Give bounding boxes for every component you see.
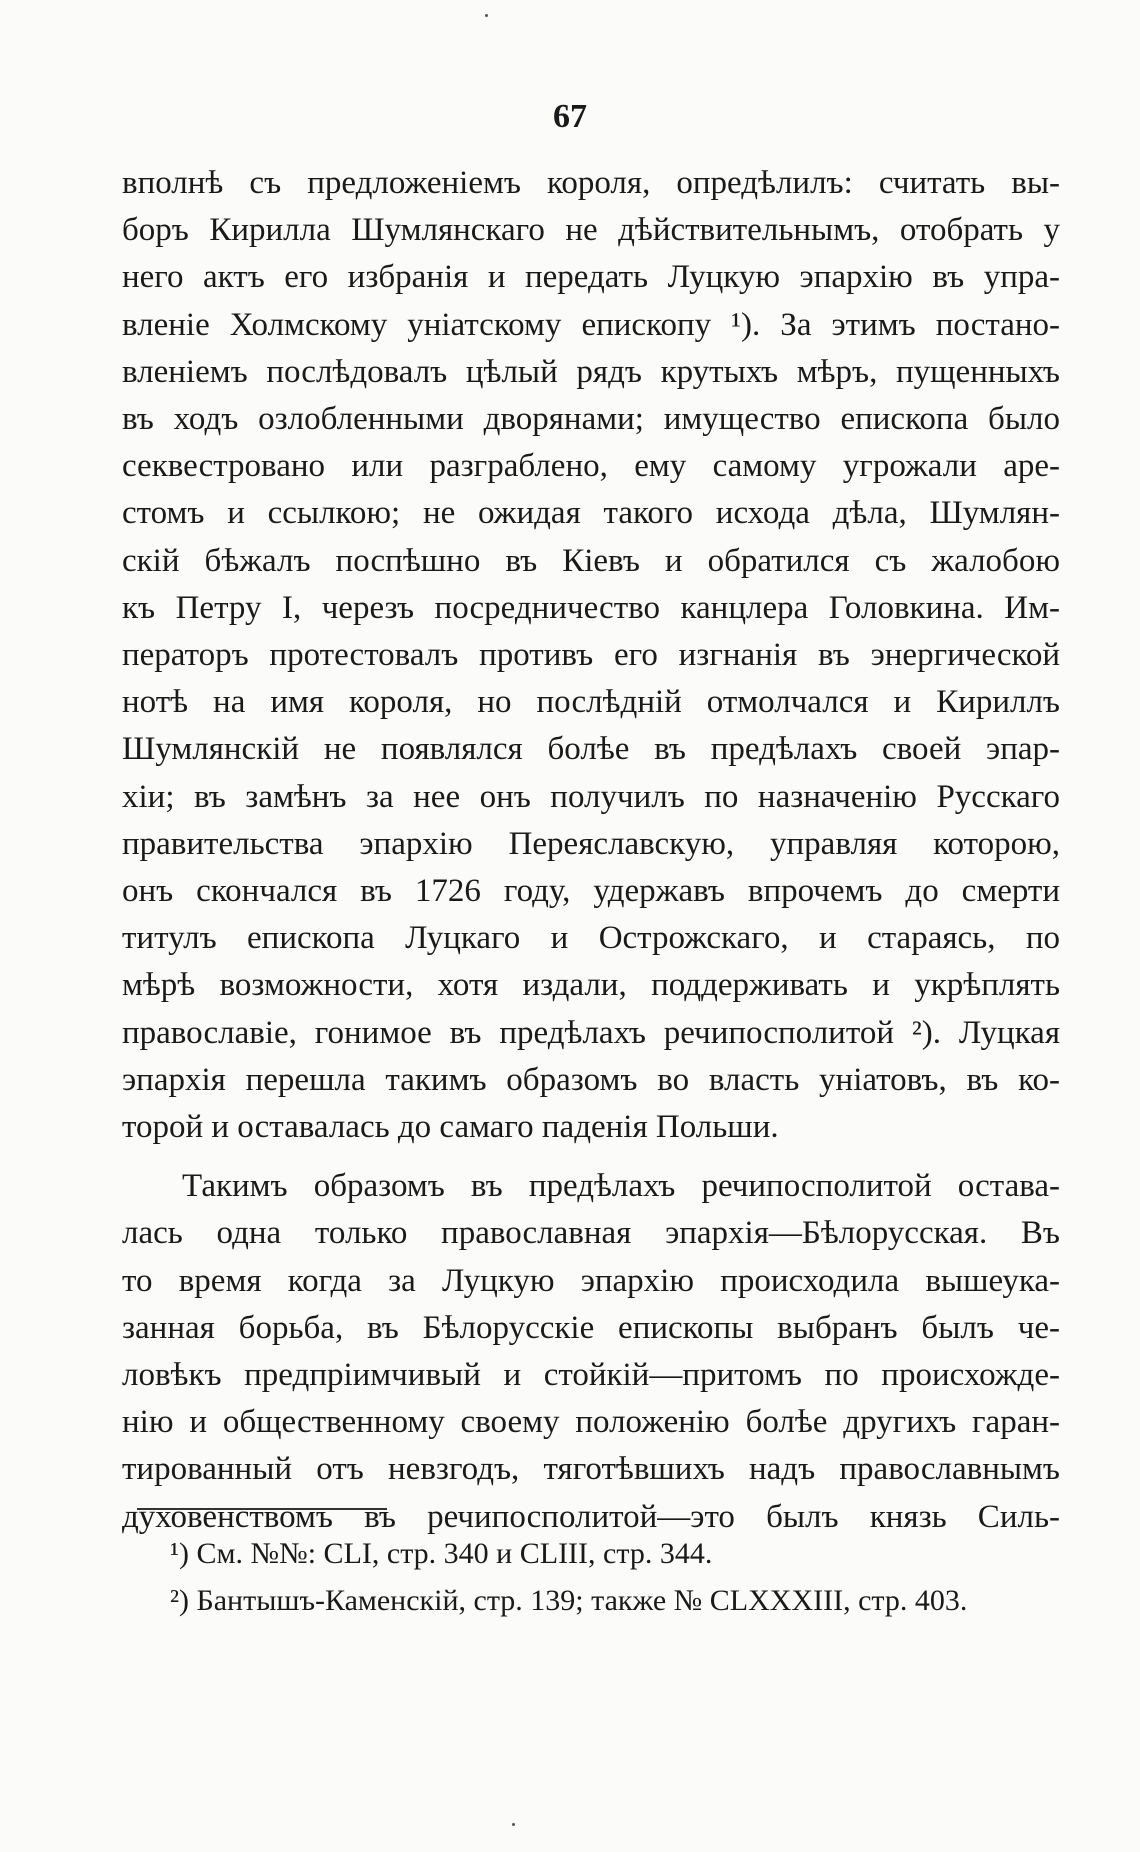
text-line: скій бѣжалъ поспѣшно въ Кіевъ и обратился съ жалобою — [122, 542, 1060, 579]
text-line: духовенствомъ въ речипосполитой—это былъ князь Силь- — [122, 1498, 1060, 1535]
text-line: вленіе Холмскому уніатскому епископу ¹). За этимъ постано- — [122, 306, 1060, 343]
text-line: занная борьба, въ Бѣлорусскіе епископы выбранъ былъ че- — [122, 1309, 1060, 1346]
footnotes — [170, 1530, 1090, 1624]
text-line: торой и оставалась до самаго паденія Польши. — [122, 1109, 779, 1146]
text-line: секвестровано или разграблено, ему самому угрожали аре- — [122, 448, 1060, 485]
text-line: Такимъ образомъ въ предѣлахъ речипосполитой остава- — [182, 1168, 1060, 1205]
text-line: Шумлянскій не появлялся болѣе въ предѣлахъ своей эпар- — [122, 731, 1060, 768]
text-line: то время когда за Луцкую эпархію происходила вышеука- — [122, 1262, 1060, 1299]
text-line: вполнѣ съ предложеніемъ короля, опредѣлилъ: считать вы- — [122, 165, 1060, 201]
text-line: эпархія перешла такимъ образомъ во власть уніатовъ, въ ко- — [122, 1061, 1060, 1098]
text-line: въ ходъ озлобленными дворянами; имущество епископа было — [122, 401, 1060, 438]
footnote-mark: ²) — [170, 1584, 189, 1617]
page-number: 67 — [553, 98, 587, 135]
text-line: боръ Кирилла Шумлянскаго не дѣйствительнымъ, отобрать у — [122, 212, 1060, 249]
text-line: стомъ и ссылкою; не ожидая такого исхода дѣла, Шумлян- — [122, 495, 1060, 532]
text-line: лась одна только православная эпархія—Бѣлорусская. Въ — [122, 1215, 1060, 1252]
text-line: правительства эпархію Переяславскую, управляя которою, — [122, 825, 1060, 862]
text-line: ловѣкъ предпріимчивый и стойкій—притомъ по происхожде- — [122, 1357, 1060, 1394]
text-line: мѣрѣ возможности, хотя издали, поддерживать и укрѣплять — [122, 967, 1060, 1004]
footnote-divider — [137, 1508, 387, 1510]
scan-speck — [485, 14, 488, 17]
paragraph — [122, 160, 1060, 1151]
text-line: къ Петру I, черезъ посредничество канцлера Головкина. Им- — [122, 589, 1060, 626]
text-line: ператоръ протестовалъ противъ его изгнанія въ энергической — [122, 637, 1060, 674]
text-line: нію и общественному своему положенію болѣе другихъ гаран- — [122, 1404, 1060, 1441]
footnote-text: Бантышъ-Каменскій, стр. 139; также № CLXXXIII, стр. 403. — [196, 1584, 968, 1617]
text-line: онъ скончался въ 1726 году, удержавъ впрочемъ до смерти — [122, 873, 1060, 910]
paragraph — [122, 1163, 1060, 1541]
text-line: нотѣ на имя короля, но послѣдній отмолчался и Кириллъ — [122, 684, 1060, 721]
body-text — [122, 160, 1060, 1541]
text-line: вленіемъ послѣдовалъ цѣлый рядъ крутыхъ мѣръ, пущенныхъ — [122, 353, 1060, 390]
text-line: него актъ его избранія и передать Луцкую эпархію въ упра- — [122, 259, 1060, 296]
footnote-mark: ¹) — [170, 1537, 189, 1570]
footnote-1 — [170, 1530, 1090, 1577]
text-line: хіи; въ замѣнъ за нее онъ получилъ по назначенію Русскаго — [122, 778, 1060, 815]
text-line: титулъ епископа Луцкаго и Острожскаго, и стараясь, по — [122, 920, 1060, 957]
footnote-2 — [170, 1577, 1090, 1624]
scan-speck — [512, 1823, 515, 1826]
footnote-text: См. №№: CLI, стр. 340 и CLIII, стр. 344. — [196, 1537, 713, 1570]
text-line: тированный отъ невзгодъ, тяготѣвшихъ надъ православнымъ — [122, 1451, 1060, 1488]
text-line: православіе, гонимое въ предѣлахъ речипосполитой ²). Луцкая — [122, 1014, 1060, 1051]
